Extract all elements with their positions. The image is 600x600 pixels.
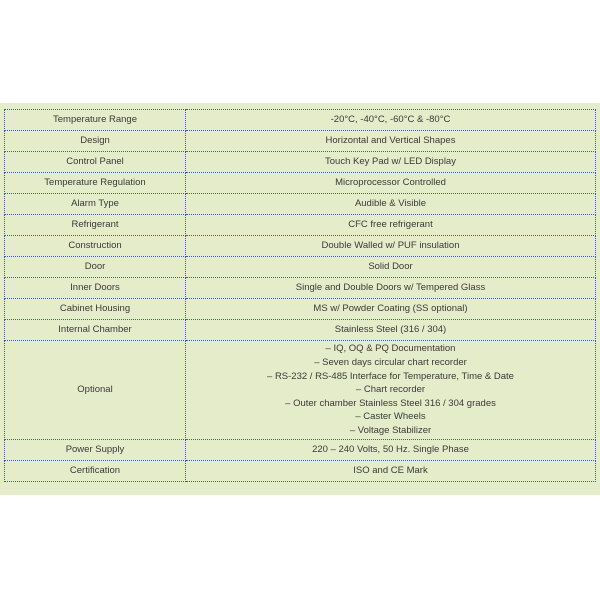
optional-item: – Chart recorder [355,384,426,396]
optional-label: Optional [5,341,186,440]
row-label: Temperature Regulation [5,173,186,194]
row-label: Certification [5,461,186,482]
row-value: ISO and CE Mark [186,461,596,482]
table-row [5,110,596,131]
row-label: Cabinet Housing [5,299,186,320]
table-row [5,236,596,257]
table-row [5,194,596,215]
row-label: Power Supply [5,440,186,461]
spec-panel [0,103,600,495]
row-value: -20°C, -40°C, -60°C & -80°C [186,110,596,131]
table-row [5,299,596,320]
row-value: MS w/ Powder Coating (SS optional) [186,299,596,320]
optional-item: – Voltage Stabilizer [349,424,432,436]
row-label: Design [5,131,186,152]
row-value: Single and Double Doors w/ Tempered Glass [186,278,596,299]
row-label: Internal Chamber [5,320,186,341]
table-row [5,257,596,278]
row-label: Inner Doors [5,278,186,299]
table-row [5,173,596,194]
optional-item: – IQ, OQ & PQ Documentation [325,343,456,355]
row-label: Alarm Type [5,194,186,215]
optional-item: – RS-232 / RS-485 Interface for Temperature, Time & Date [267,370,514,382]
table-row [5,215,596,236]
spec-table [4,109,596,482]
row-value: 220 – 240 Volts, 50 Hz. Single Phase [186,440,596,461]
optional-item: – Caster Wheels [355,411,426,423]
row-value: Touch Key Pad w/ LED Display [186,152,596,173]
table-row [5,278,596,299]
row-value: Microprocessor Controlled [186,173,596,194]
row-value: Audible & Visible [186,194,596,215]
table-row [5,320,596,341]
table-row [5,152,596,173]
row-label: Construction [5,236,186,257]
row-label: Temperature Range [5,110,186,131]
table-row-optional [5,341,596,440]
row-label: Control Panel [5,152,186,173]
row-value: Horizontal and Vertical Shapes [186,131,596,152]
table-row [5,461,596,482]
row-label: Refrigerant [5,215,186,236]
optional-item: – Outer chamber Stainless Steel 316 / 304 grades [285,397,496,409]
optional-list [186,341,596,440]
table-row [5,131,596,152]
row-value: Stainless Steel (316 / 304) [186,320,596,341]
table-row [5,440,596,461]
row-value: Solid Door [186,257,596,278]
row-value: CFC free refrigerant [186,215,596,236]
row-value: Double Walled w/ PUF insulation [186,236,596,257]
optional-item: – Seven days circular chart recorder [314,357,467,369]
row-label: Door [5,257,186,278]
